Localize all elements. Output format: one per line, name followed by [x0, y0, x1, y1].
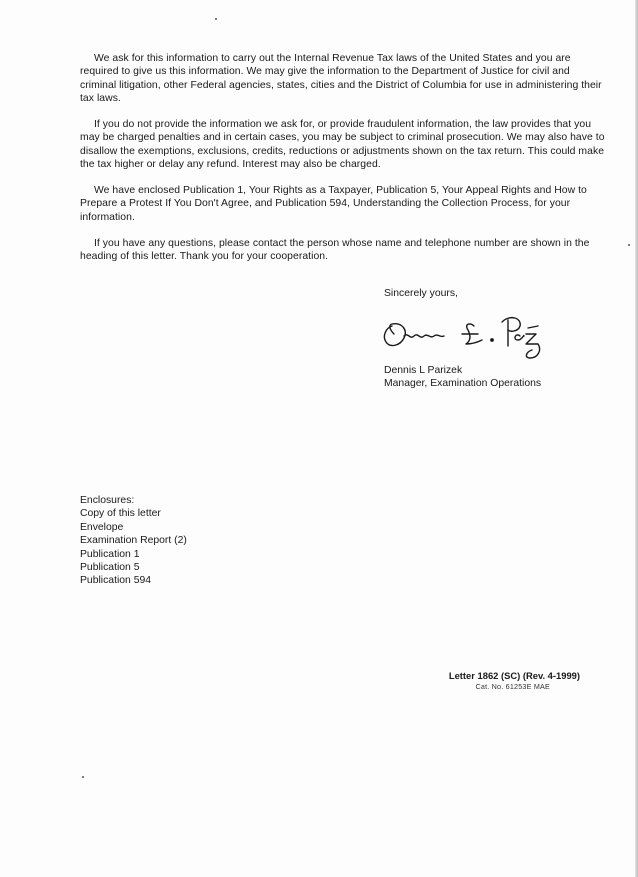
signature-block: [384, 364, 541, 391]
enclosures-heading: Enclosures:: [80, 495, 135, 506]
catalog-number: Cat. No. 61253E MAE: [475, 682, 550, 691]
form-identifier: Letter 1862 (SC) (Rev. 4-1999): [448, 670, 580, 681]
scan-speck: [628, 244, 630, 246]
body-paragraph-4: If you have any questions, please contact the person whose name and telephone number are shown in the heading of this letter. Thank you for your cooperation.: [80, 238, 590, 263]
enclosure-item: Examination Report (2): [80, 535, 187, 547]
body-paragraph-3: We have enclosed Publication 1, Your Rights as a Taxpayer, Publication 5, Your Appeal Rights and How to Prepare a Protest If You Don't Agree, and Publication 594, Understanding the Collection Process, for your information.: [80, 185, 587, 223]
closing-salutation: Sincerely yours,: [384, 288, 458, 299]
body-paragraph-2: If you do not provide the information we ask for, or provide fraudulent information, the law provides that you may be charged penalties and in certain cases, you may be subject to criminal prosecution. We may also have to disallow the exemptions, exclusions, credits, reductions or adjustments shown on the tax return. This could make the tax higher or delay any refund. Interest may also be charged.: [80, 119, 605, 171]
enclosure-item: Publication 594: [80, 575, 152, 587]
enclosure-item: Publication 1: [80, 548, 140, 560]
enclosure-item: Publication 5: [80, 562, 140, 574]
enclosure-item: Copy of this letter: [80, 508, 161, 520]
scan-speck: [82, 776, 84, 778]
signer-title: Manager, Examination Operations: [384, 378, 542, 390]
enclosure-item: Envelope: [80, 521, 124, 533]
handwritten-signature: [378, 306, 568, 364]
body-paragraph-1: We ask for this information to carry out the Internal Revenue Tax laws of the United States and you are required to give us this information. We may give the information to the Department of Justice for civil and criminal litigation, other Federal agencies, states, cities and the District of Columbia for use in administering their tax laws.: [80, 53, 602, 105]
enclosures-list: [80, 494, 187, 588]
scan-speck: [215, 18, 217, 20]
signer-name: Dennis L Parizek: [384, 365, 463, 376]
